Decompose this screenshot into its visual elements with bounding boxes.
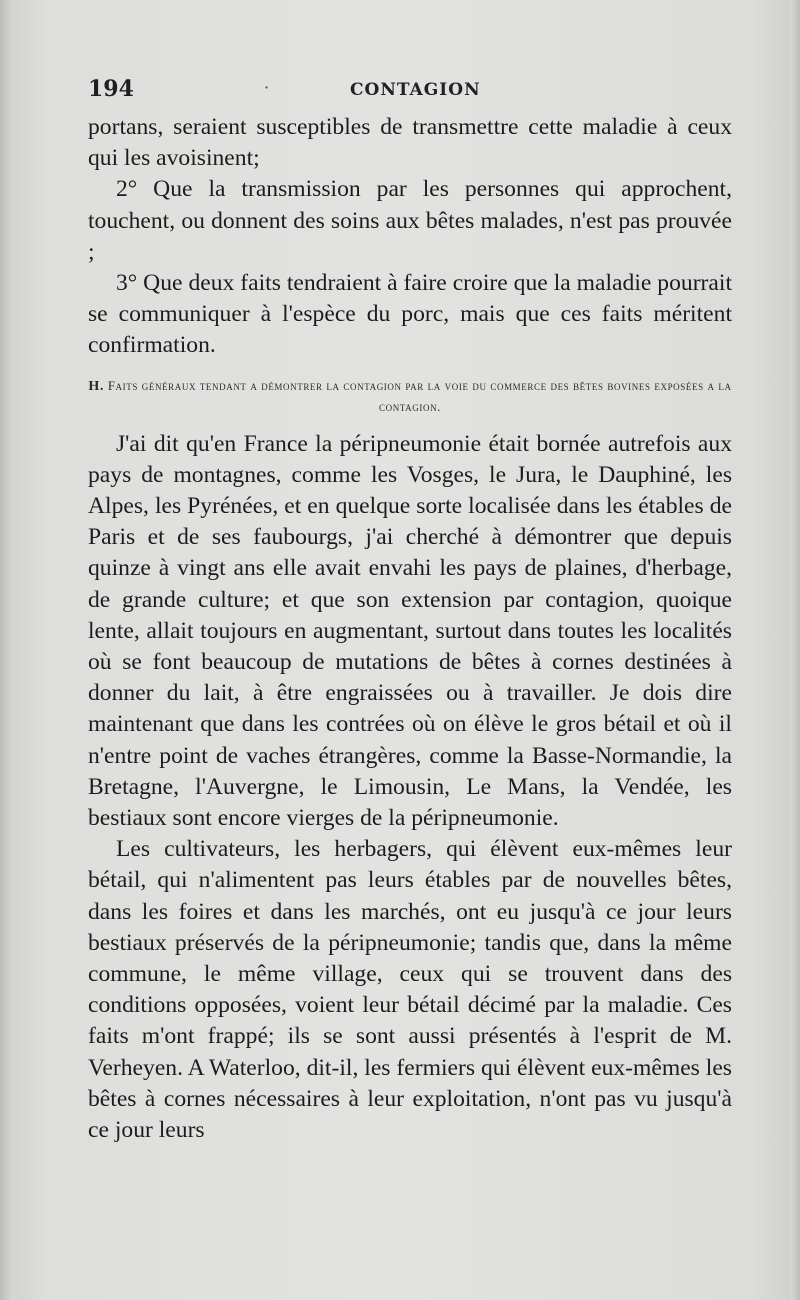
paragraph: portans, seraient susceptibles de transmettre cette maladie à ceux qui les avoisinent; [88, 114, 732, 172]
paragraph: 2° Que la transmission par les personnes qui approchent, touchent, ou donnent des soins aux bêtes malades, n'est pas prouvée ; [88, 176, 732, 265]
section-letter: H. [88, 378, 105, 394]
running-head: CONTAGION [350, 80, 481, 100]
section-title: Faits généraux tendant a démontrer la contagion par la voie du commerce des bêtes bovines exposées a la contagion. [107, 378, 732, 414]
page-header [88, 76, 720, 106]
paragraph: J'ai dit qu'en France la péripneumonie était bornée autrefois aux pays de montagnes, comme les Vosges, le Jura, le Dauphiné, les Alpes, les Pyrénées, et en quelque sorte localisée dans les étables de Paris et de ses faubourgs, j'ai cherché à démontrer que depuis quinze à vingt ans elle avait envahi les pays de plaines, d'herbage, de grande culture; et que son extension par contagion, quoique lente, allait toujours en augmentant, surtout dans toutes les localités où se font beaucoup de mutations de bêtes à cornes destinées à donner du lait, à être engraissées ou à travailler. Je dois dire maintenant que dans les contrées où on élève le gros bétail et où il n'entre point de vaches étrangères, comme la Basse-Normandie, la Bretagne, l'Auvergne, le Limousin, Le Mans, la Vendée, les bestiaux sont encore vierges de la péripneumonie. [88, 430, 732, 832]
body-text [88, 112, 732, 1146]
page-edge-right [790, 0, 800, 1300]
page-number: 194 [88, 76, 134, 102]
header-dot: · [264, 78, 270, 97]
paragraph: 3° Que deux faits tendraient à faire croire que la maladie pourrait se communiquer à l'espèce du porc, mais que ces faits méritent confirmation. [88, 270, 732, 359]
section-heading [88, 376, 732, 417]
page-edge-left [0, 0, 14, 1300]
paragraph: Les cultivateurs, les herbagers, qui élèvent eux-mêmes leur bétail, qui n'alimentent pas leurs étables par de nouvelles bêtes, dans les foires et dans les marchés, ont eu jusqu'à ce jour leurs bestiaux préservés de la péripneumonie; tandis que, dans la même commune, le même village, ceux qui se trouvent dans des conditions opposées, voient leur bétail décimé par la maladie. Ces faits m'ont frappé; ils se sont aussi présentés à l'esprit de M. Verheyen. A Waterloo, dit-il, les fermiers qui élèvent eux-mêmes les bêtes à cornes nécessaires à leur exploitation, n'ont pas vu jusqu'à ce jour leurs [88, 836, 732, 1144]
